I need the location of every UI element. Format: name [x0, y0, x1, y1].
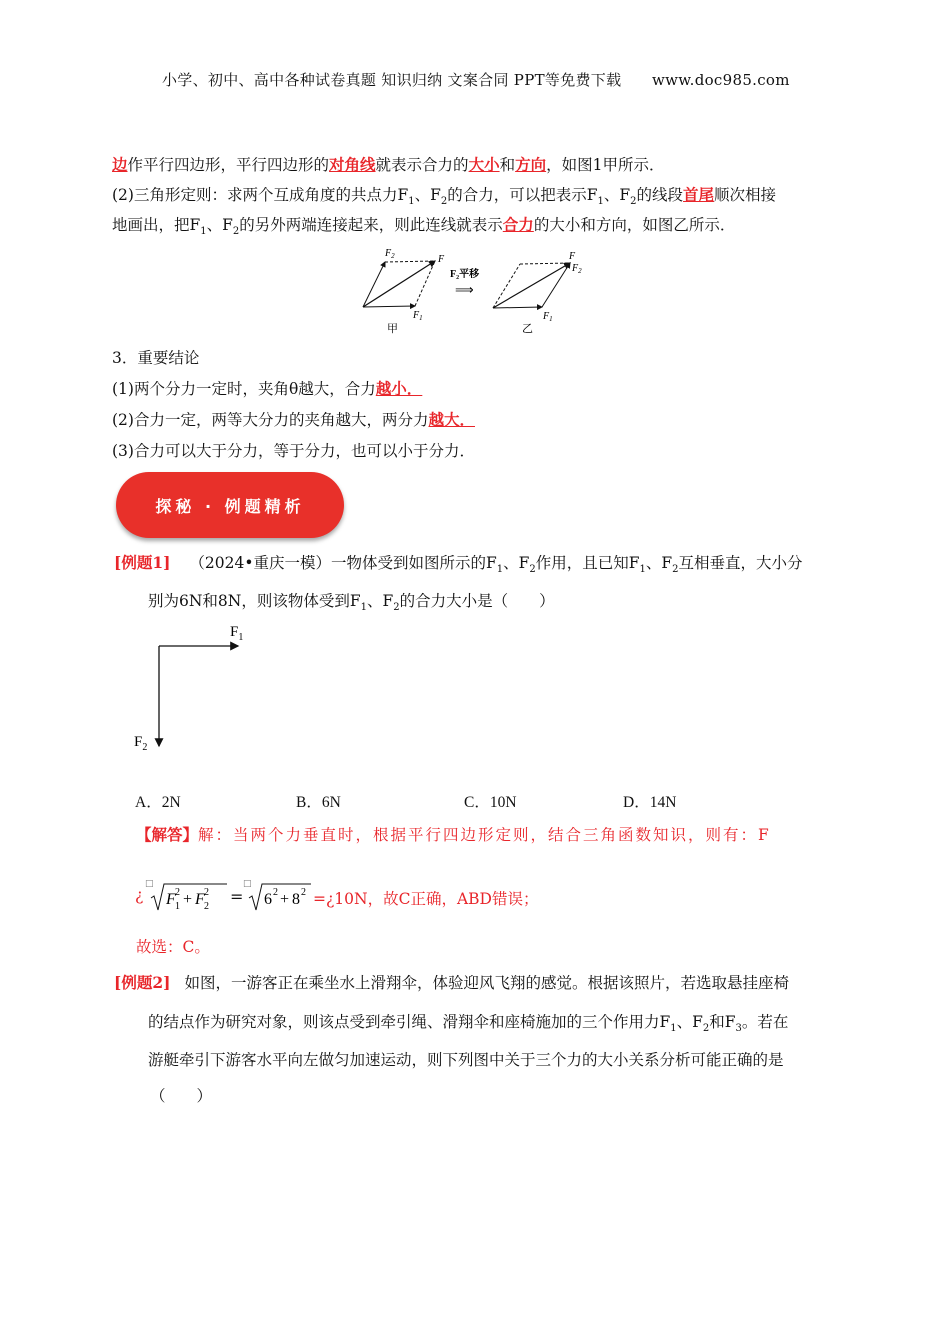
- formula-box: □: [145, 879, 154, 889]
- text: 的大小和方向，如图乙所示．: [533, 216, 736, 234]
- svg-text:+: +: [183, 891, 193, 908]
- label-f1: $F_1$: [230, 624, 244, 643]
- sub: 1: [670, 1023, 677, 1035]
- text: 。若在: [741, 1013, 789, 1031]
- text: 的线段: [636, 186, 684, 204]
- text: 别为6N和8N，则该物体受到F: [148, 592, 361, 610]
- example2-line-1: [114, 972, 789, 994]
- text: 、F: [414, 186, 441, 204]
- text: 的合力大小是（ ）: [399, 592, 555, 610]
- perpendicular-forces-figure: [130, 620, 260, 760]
- option-b[interactable]: B．6N: [296, 794, 341, 811]
- rule-line-2: [112, 184, 776, 213]
- translate-label: F₂平移: [450, 269, 480, 280]
- kw-edge: 边: [112, 155, 128, 174]
- conclusion-2: [112, 409, 475, 431]
- text: 作平行四边形，平行四边形的: [127, 156, 330, 174]
- conclusion-3: (3)合力可以大于分力，等于分力，也可以小于分力．: [112, 442, 475, 460]
- force-composition-figure: [355, 240, 595, 340]
- text: 互相垂直，大小分: [678, 554, 803, 572]
- sub: 2: [529, 564, 536, 576]
- conclusions-title: 3．重要结论: [112, 349, 200, 367]
- text: 、F: [676, 1013, 703, 1031]
- text: 、F: [366, 592, 394, 610]
- sub: 2: [630, 196, 637, 208]
- example2-tag: [例题2]: [114, 973, 171, 992]
- sub: 1: [360, 602, 367, 614]
- sub: 2: [393, 602, 400, 614]
- svg-text:2: 2: [175, 887, 180, 898]
- text: 和F: [709, 1013, 736, 1031]
- option-c[interactable]: C．10N: [464, 794, 517, 811]
- answer-line: [136, 824, 771, 846]
- svg-text:F: F: [166, 891, 176, 908]
- option-a[interactable]: A．2N: [135, 794, 181, 811]
- sub: 1: [408, 196, 415, 208]
- rule-line-1: [112, 154, 664, 176]
- parallelogram-diagram: [363, 248, 445, 335]
- dashed-edge: [493, 264, 520, 308]
- label-yi: 乙: [522, 323, 533, 335]
- sub: 2: [232, 226, 240, 238]
- text: 、F: [206, 216, 233, 234]
- label-f2: $F_2$: [134, 734, 148, 753]
- conclusion-1: [112, 378, 422, 400]
- label-f1: $F_1$: [543, 311, 553, 323]
- example1-line-2: [148, 590, 555, 619]
- sub: 2: [702, 1023, 710, 1035]
- kw-head-tail: 首尾: [683, 185, 715, 204]
- f1-vector: [493, 307, 542, 308]
- section-banner: 探秘 · 例题精析: [116, 472, 344, 538]
- svg-text:8: 8: [292, 891, 300, 908]
- kw-smaller: 越小．: [375, 379, 423, 398]
- text: (1)两个分力一定时，夹角θ越大，合力: [112, 380, 376, 398]
- kw-resultant: 合力: [502, 215, 534, 234]
- example2-line-4: （ ）: [150, 1087, 213, 1105]
- equals: =: [230, 887, 244, 906]
- sqrt-f1f2: [149, 878, 229, 916]
- svg-text:2: 2: [204, 887, 209, 898]
- label-f2: $F_2$: [572, 263, 582, 275]
- kw-diagonal: 对角线: [329, 155, 376, 174]
- answer-text: 解：当两个力垂直时，根据平行四边形定则，结合三角函数知识，则有：F: [198, 826, 771, 844]
- f2-vector: [542, 263, 570, 307]
- sqrt-6-8: [247, 878, 315, 916]
- text: 、F: [603, 186, 631, 204]
- kw-direction: 方向: [515, 155, 547, 174]
- label-jia: 甲: [387, 323, 398, 335]
- text: (2)三角形定则：求两个互成角度的共点力F: [112, 186, 409, 204]
- label-f2: $F_2$: [385, 248, 395, 260]
- example2-line-2: [148, 1011, 788, 1040]
- triangle-diagram: [493, 251, 582, 335]
- label-f1: $F_1$: [413, 310, 423, 322]
- example1-tag: [例题1]: [114, 553, 171, 572]
- text: 、F: [503, 554, 530, 572]
- formula-tail: =¿10N，故C正确，ABD错误；: [313, 890, 539, 908]
- sub: 1: [639, 564, 646, 576]
- dashed-edge: [385, 261, 435, 262]
- svg-text:6: 6: [264, 891, 272, 908]
- svg-text:2: 2: [204, 901, 209, 912]
- text: 作用，且已知F: [535, 554, 640, 572]
- formula-lead: ¿: [135, 886, 144, 904]
- text: 的结点作为研究对象，则该点受到牵引绳、滑翔伞和座椅施加的三个作用力F: [148, 1013, 671, 1031]
- answer-formula: [135, 876, 555, 916]
- answer-tag: 【解答】: [136, 825, 199, 844]
- svg-text:F: F: [195, 891, 205, 908]
- f1-vector: [363, 306, 415, 307]
- option-d[interactable]: D．14N: [623, 794, 677, 811]
- text: （2024•重庆一模）一物体受到如图所示的F: [189, 554, 497, 572]
- text: 的合力，可以把表示F: [447, 186, 598, 204]
- text: 顺次相接: [714, 186, 777, 204]
- text: 地画出，把F: [112, 216, 201, 234]
- kw-larger: 越大．: [428, 410, 475, 429]
- svg-text:+: +: [280, 891, 290, 908]
- sub: 1: [597, 196, 604, 208]
- implies-arrow: ⟹: [455, 282, 474, 297]
- choice-line: 故选：C。: [136, 938, 210, 956]
- page-header: 小学、初中、高中各种试卷真题 知识归纳 文案合同 PPT等免费下载 www.doc985.com: [162, 71, 790, 89]
- svg-text:2: 2: [301, 887, 306, 898]
- example2-line-3: 游艇牵引下游客水平向左做匀加速运动，则下列图中关于三个力的大小关系分析可能正确的是: [148, 1051, 784, 1069]
- sub: 1: [496, 564, 504, 576]
- svg-text:1: 1: [175, 901, 180, 912]
- svg-text:2: 2: [273, 887, 278, 898]
- text: 如图，一游客正在乘坐水上滑翔伞，体验迎风飞翔的感觉。根据该照片，若选取悬挂座椅: [184, 974, 789, 992]
- example1-line-1: [114, 552, 803, 581]
- sub: 2: [672, 564, 679, 576]
- text: 和: [499, 156, 516, 174]
- resultant-vector: [493, 263, 570, 308]
- kw-magnitude: 大小: [468, 155, 500, 174]
- sub3: 3: [735, 1023, 742, 1035]
- text: ，如图1甲所示．: [546, 156, 665, 174]
- text: (2)合力一定，两等大分力的夹角越大，两分力: [112, 411, 429, 429]
- sub: 2: [440, 196, 448, 208]
- text: 就表示合力的: [375, 156, 469, 174]
- formula-box-2: □: [243, 879, 252, 889]
- text: 的另外两端连接起来，则此连线就表示: [239, 216, 503, 234]
- sub: 1: [200, 226, 207, 238]
- label-f: F: [438, 254, 445, 265]
- dashed-edge: [520, 263, 570, 264]
- text: 、F: [645, 554, 673, 572]
- label-f: F: [569, 251, 576, 262]
- rule-line-3: [112, 214, 735, 243]
